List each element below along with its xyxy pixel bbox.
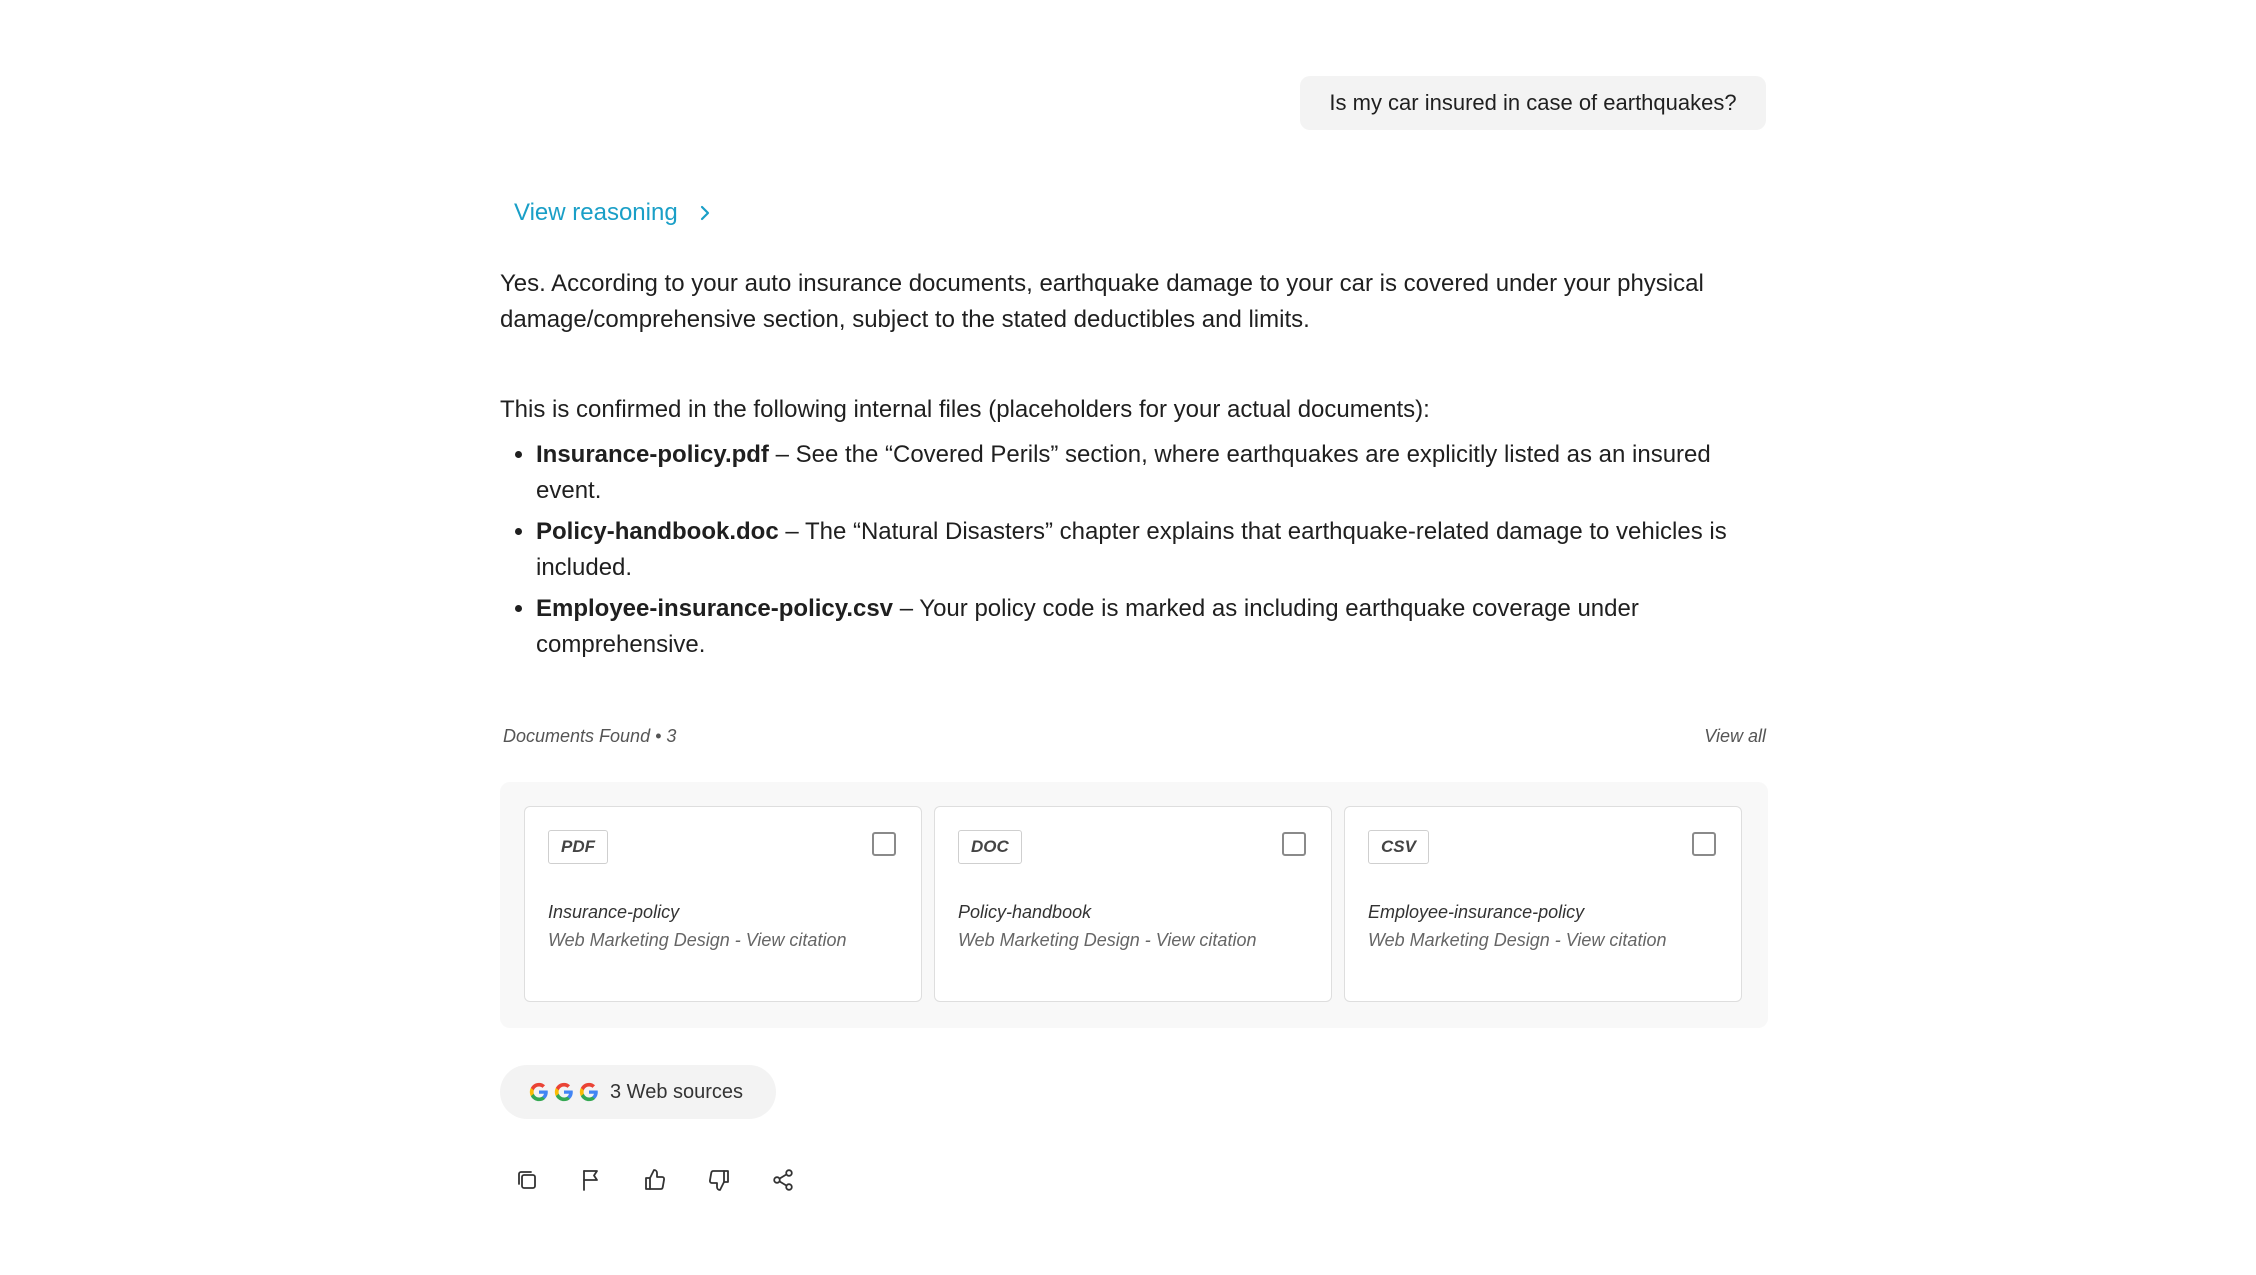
flag-icon xyxy=(578,1167,604,1193)
thumbs-up-icon xyxy=(642,1167,668,1193)
document-card-doc[interactable] xyxy=(934,806,1332,1002)
list-item xyxy=(536,514,1770,586)
share-button[interactable] xyxy=(770,1167,796,1193)
document-name: Policy-handbook xyxy=(958,902,1092,922)
view-reasoning-label: View reasoning xyxy=(514,199,678,226)
documents-panel xyxy=(500,782,1768,1028)
chevron-right-icon xyxy=(696,204,714,222)
assistant-answer xyxy=(500,266,1770,668)
document-name: Insurance-policy xyxy=(548,902,680,922)
user-message-bubble xyxy=(1300,76,1766,130)
share-icon xyxy=(770,1167,796,1193)
document-name: Employee-insurance-policy xyxy=(1368,902,1585,922)
document-card-pdf[interactable] xyxy=(524,806,922,1002)
view-citation-link[interactable]: Web Marketing Design - View citation xyxy=(958,930,1257,950)
file-description: – Your policy code is marked as including earthquake coverage under comprehensive. xyxy=(536,595,1639,658)
file-description: – The “Natural Disasters” chapter explains that earthquake-related damage to vehicles is included. xyxy=(536,518,1727,581)
google-icon xyxy=(528,1081,550,1103)
select-checkbox[interactable] xyxy=(872,832,896,856)
file-type-tag: CSV xyxy=(1368,830,1429,864)
copy-icon xyxy=(514,1167,540,1193)
answer-paragraph-2: This is confirmed in the following internal files (placeholders for your actual documents): xyxy=(500,396,1430,423)
google-icon xyxy=(578,1081,600,1103)
view-reasoning-button[interactable] xyxy=(514,193,714,233)
google-icon xyxy=(553,1081,575,1103)
file-type-tag: PDF xyxy=(548,830,608,864)
view-citation-link[interactable]: Web Marketing Design - View citation xyxy=(1368,930,1667,950)
user-message-text: Is my car insured in case of earthquakes? xyxy=(1329,90,1737,115)
list-item xyxy=(536,591,1770,663)
answer-paragraph-1: Yes. According to your auto insurance documents, earthquake damage to your car is covered under your physical damage/comprehensive section, subject to the stated deductibles and limits. xyxy=(500,270,1704,333)
file-name: Policy-handbook.doc xyxy=(536,518,779,545)
file-name: Employee-insurance-policy.csv xyxy=(536,595,894,622)
document-card-csv[interactable] xyxy=(1344,806,1742,1002)
file-description: – See the “Covered Perils” section, where earthquakes are explicitly listed as an insured event. xyxy=(536,441,1711,504)
thumbs-up-button[interactable] xyxy=(642,1167,668,1193)
file-type-tag: DOC xyxy=(958,830,1022,864)
web-sources-button[interactable] xyxy=(500,1065,776,1119)
thumbs-down-button[interactable] xyxy=(706,1167,732,1193)
list-item xyxy=(536,437,1770,509)
google-icons xyxy=(528,1081,600,1103)
select-checkbox[interactable] xyxy=(1282,832,1306,856)
message-actions xyxy=(514,1167,796,1193)
documents-header xyxy=(503,726,1766,747)
view-all-link[interactable]: View all xyxy=(1704,726,1766,746)
view-citation-link[interactable]: Web Marketing Design - View citation xyxy=(548,930,847,950)
file-list xyxy=(500,437,1770,663)
file-name: Insurance-policy.pdf xyxy=(536,441,769,468)
copy-button[interactable] xyxy=(514,1167,540,1193)
thumbs-down-icon xyxy=(706,1167,732,1193)
select-checkbox[interactable] xyxy=(1692,832,1716,856)
documents-found-label: Documents Found • 3 xyxy=(503,726,677,746)
flag-button[interactable] xyxy=(578,1167,604,1193)
web-sources-label: 3 Web sources xyxy=(610,1080,744,1103)
